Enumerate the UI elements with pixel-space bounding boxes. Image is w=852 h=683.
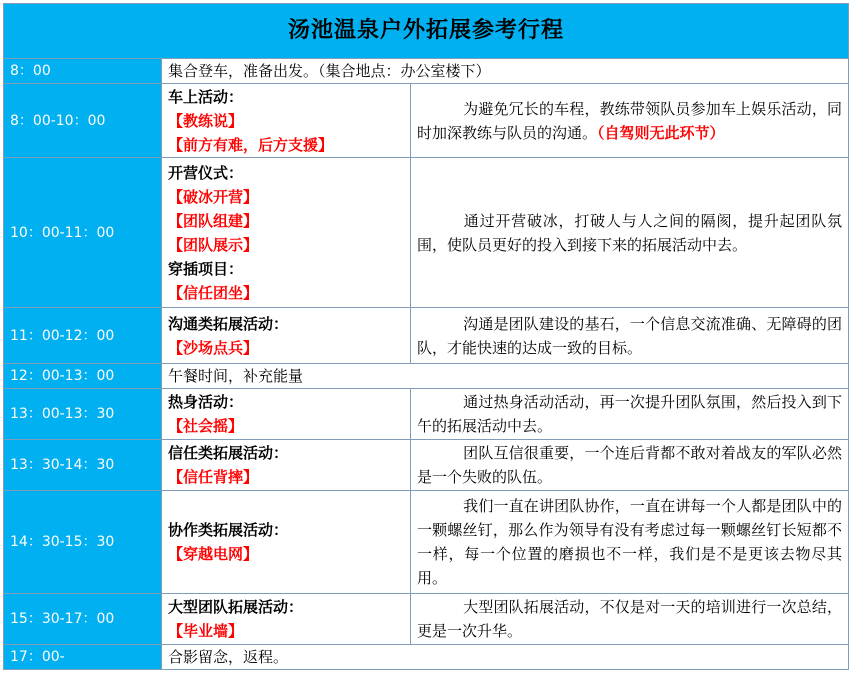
- activity-cell: [162, 491, 411, 594]
- activity-cell: [162, 389, 411, 440]
- description-text: 通过热身活动活动，再一次提升团队氛围，然后投入到下午的拓展活动中去。: [417, 393, 843, 435]
- activity-cell: [162, 594, 411, 645]
- description-text: 我们一直在讲团队协作，一直在讲每一个人都是团队中的一颗螺丝钉，那么作为领导有没有考虑过每一颗螺丝钉长短都不一样，每一个位置的磨损也不一样，我们是不是更该去物尽其用。: [417, 497, 843, 587]
- activity-item: 【团队组建】: [168, 211, 259, 230]
- activity-cell: [162, 440, 411, 491]
- time-cell: 10：00-11：00: [4, 158, 162, 308]
- activity-cell: [162, 158, 411, 308]
- activity-item: 【信任背摔】: [168, 468, 259, 486]
- table-row: [4, 158, 849, 308]
- description-cell: [411, 158, 849, 308]
- description-cell: [411, 389, 849, 440]
- activity-item: 【穿越电网】: [168, 545, 259, 563]
- table-row: [4, 491, 849, 594]
- merged-cell: 午餐时间，补充能量: [162, 364, 849, 389]
- activity-title: 热身活动：: [168, 393, 244, 411]
- activity-cell: [162, 84, 411, 158]
- description-text: 沟通是团队建设的基石，一个信息交流准确、无障碍的团队，才能快速的达成一致的目标。: [417, 314, 843, 357]
- description-cell: [411, 308, 849, 364]
- activity-title: 大型团队拓展活动：: [168, 598, 304, 616]
- description-cell: [411, 594, 849, 645]
- title-row: [4, 4, 849, 59]
- activity-item: 【教练说】: [168, 111, 244, 130]
- time-cell: 17：00-: [4, 645, 162, 670]
- table-row: [4, 364, 849, 389]
- merged-cell: 集合登车，准备出发。（集合地点：办公室楼下）: [162, 59, 849, 84]
- table-row: [4, 84, 849, 158]
- time-cell: 14：30-15：30: [4, 491, 162, 594]
- table-row: [4, 59, 849, 84]
- time-cell: 13：30-14：30: [4, 440, 162, 491]
- activity-title: 信任类拓展活动：: [168, 444, 289, 462]
- description-note: （自驾则无此环节）: [597, 123, 725, 142]
- table-row: [4, 594, 849, 645]
- activity-item: 【破冰开营】: [168, 187, 259, 206]
- activity-cell: [162, 308, 411, 364]
- description-text: 大型团队拓展活动，不仅是对一天的培训进行一次总结，更是一次升华。: [417, 598, 843, 640]
- description-text: 为避免冗长的车程，教练带领队员参加车上娱乐活动，同时加深教练与队员的沟通。: [417, 99, 843, 142]
- activity-item: 【信任团坐】: [168, 283, 259, 302]
- description-text: 通过开营破冰，打破人与人之间的隔阂，提升起团队氛围，使队员更好的投入到接下来的拓展活动中去。: [417, 211, 843, 254]
- activity-item: 【团队展示】: [168, 235, 259, 254]
- activity-item: 【毕业墙】: [168, 622, 244, 640]
- time-cell: 8：00: [4, 59, 162, 84]
- activity-item: 【社会摇】: [168, 417, 244, 435]
- activity-title: 沟通类拓展活动：: [168, 314, 289, 333]
- table-row: [4, 308, 849, 364]
- description-cell: [411, 84, 849, 158]
- table-title: 汤池温泉户外拓展参考行程: [4, 4, 849, 59]
- table-row: [4, 440, 849, 491]
- activity-title: 开营仪式：: [168, 163, 244, 182]
- time-cell: 15：30-17：00: [4, 594, 162, 645]
- table-row: [4, 645, 849, 670]
- activity-title: 车上活动：: [168, 87, 244, 106]
- description-cell: [411, 491, 849, 594]
- description-text: 团队互信很重要，一个连后背都不敢对着战友的军队必然是一个失败的队伍。: [417, 444, 843, 486]
- activity-title: 协作类拓展活动：: [168, 521, 289, 539]
- table-row: [4, 389, 849, 440]
- merged-cell: 合影留念，返程。: [162, 645, 849, 670]
- activity-item: 【前方有难，后方支援】: [168, 135, 334, 154]
- time-cell: 12：00-13：00: [4, 364, 162, 389]
- activity-subtitle: 穿插项目：: [168, 259, 244, 278]
- itinerary-table: [3, 3, 849, 670]
- description-cell: [411, 440, 849, 491]
- time-cell: 13：00-13：30: [4, 389, 162, 440]
- time-cell: 11：00-12：00: [4, 308, 162, 364]
- activity-item: 【沙场点兵】: [168, 338, 259, 357]
- time-cell: 8：00-10：00: [4, 84, 162, 158]
